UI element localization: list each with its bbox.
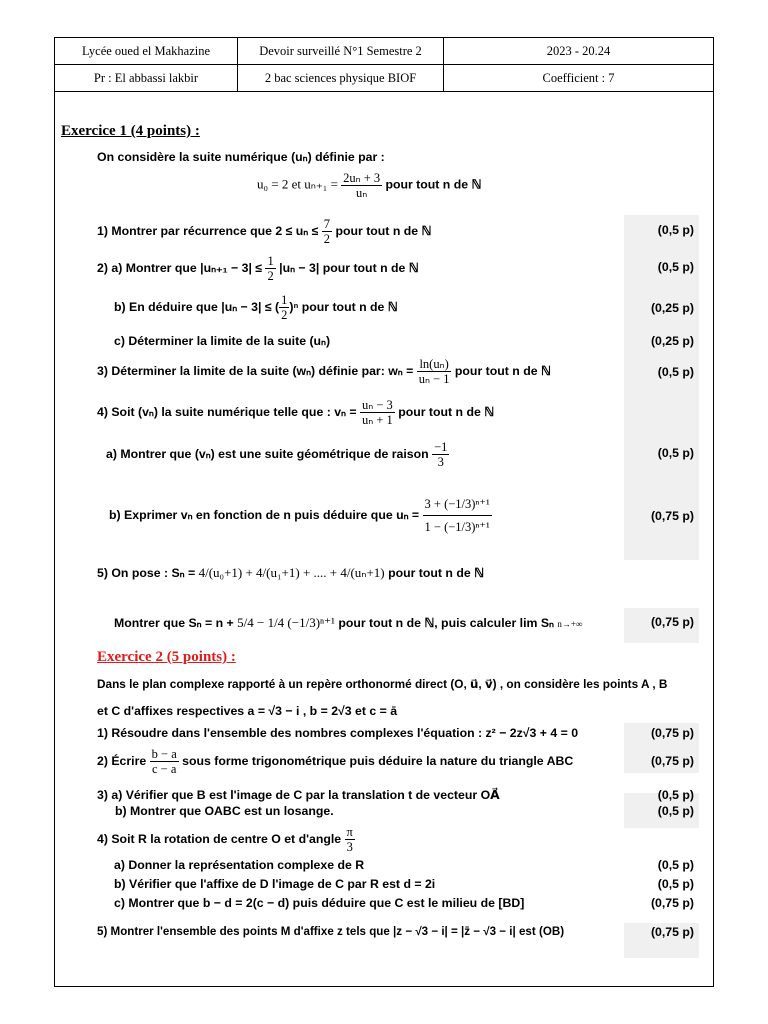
points-ex2-q5: (0,75 p) xyxy=(650,925,694,939)
points-q4b: (0,75 p) xyxy=(650,509,694,523)
ex2-q5: 5) Montrer l'ensemble des points M d'affixe z tels que |z − √3 − i| = |z̄ − √3 − i| est (OB) xyxy=(97,925,565,938)
points-q3: (0,5 p) xyxy=(657,365,694,379)
q4a-fraction xyxy=(432,440,449,469)
denominator: 2 xyxy=(323,232,331,246)
ex2-q4c: c) Montrer que b − d = 2(c − d) puis déduire que C est le milieu de [BD] xyxy=(114,896,525,910)
points-q2b: (0,25 p) xyxy=(650,301,694,315)
ex1-def-u0: u₀ = 2 et uₙ₊₁ = xyxy=(257,176,338,192)
q5b-limit-sub: n→+∞ xyxy=(557,619,583,629)
q4-fraction xyxy=(360,398,395,427)
denominator: uₙ − 1 xyxy=(418,372,450,386)
q4-text: 4) Soit (vₙ) la suite numérique telle que : vₙ = xyxy=(97,404,357,419)
q3-text: 3) Déterminer la limite de la suite (wₙ) définie par: wₙ = xyxy=(97,363,414,378)
numerator: π xyxy=(346,825,353,839)
school-cell: Lycée oued el Makhazine xyxy=(55,38,238,65)
ex2-q2 xyxy=(97,747,573,776)
q2a-tail: |uₙ − 3| pour tout n de ℕ xyxy=(279,260,419,275)
q5-text: 5) On pose : Sₙ = xyxy=(97,566,196,580)
ex1-q1 xyxy=(97,217,431,246)
q2a-fraction xyxy=(265,254,275,283)
exam-content xyxy=(54,113,714,983)
q2b-tail: )ⁿ pour tout n de ℕ xyxy=(289,299,398,314)
q5b-text: Montrer que Sₙ = n + xyxy=(114,616,234,630)
points-q1: (0,5 p) xyxy=(657,223,694,237)
ex2-intro: Dans le plan complexe rapporté à un repère orthonormé direct (O, u⃗, v⃗) , on considère les points A , B xyxy=(97,677,668,691)
denominator: 3 xyxy=(437,455,444,469)
numerator: b − a xyxy=(151,747,177,761)
numerator: 3 + (−1/3)ⁿ⁺¹ xyxy=(423,493,492,516)
q5b-tail: pour tout n de ℕ, puis calculer lim Sₙ xyxy=(338,616,554,630)
ex2-q4a: a) Donner la représentation complexe de R xyxy=(114,858,365,872)
denominator: 2 xyxy=(267,269,274,283)
denominator: c − a xyxy=(151,762,177,776)
exercise-2-title: Exercice 2 (5 points) : xyxy=(97,649,236,665)
ex2-q2-fraction xyxy=(150,747,179,776)
ex1-def-tail: pour tout n de ℕ xyxy=(385,177,482,192)
numerator: 1 xyxy=(281,293,288,307)
ex2-q3a: 3) a) Vérifier que B est l'image de C par la translation t de vecteur OA⃗ xyxy=(97,788,500,802)
q3-tail: pour tout n de ℕ xyxy=(454,363,551,378)
q1-text: 1) Montrer par récurrence que 2 ≤ uₙ ≤ xyxy=(97,223,319,238)
q5-tail: pour tout n de ℕ xyxy=(388,566,484,580)
denominator: uₙ + 1 xyxy=(361,413,393,427)
numerator: 7 xyxy=(323,217,331,231)
points-ex2-q2: (0,75 p) xyxy=(650,754,694,768)
year-cell: 2023 - 20.24 xyxy=(444,38,714,65)
ex2-q4b: b) Vérifier que l'affixe de D l'image de C par R est d = 2i xyxy=(114,877,436,891)
points-q2c: (0,25 p) xyxy=(650,334,694,348)
q1-fraction xyxy=(322,217,332,246)
denominator: 1 − (−1/3)ⁿ⁺¹ xyxy=(424,520,490,534)
numerator: 2uₙ + 3 xyxy=(343,171,381,185)
ex1-q5 xyxy=(97,565,484,581)
q4b-text: b) Exprimer vₙ en fonction de n puis déduire que uₙ = xyxy=(109,507,420,522)
ex1-q3 xyxy=(97,357,551,386)
numerator: uₙ − 3 xyxy=(361,398,393,412)
ex2-q3b: b) Montrer que OABC est un losange. xyxy=(115,804,334,818)
denominator: 3 xyxy=(346,840,353,854)
points-ex2-q4c: (0,75 p) xyxy=(650,896,694,910)
points-q2a: (0,5 p) xyxy=(657,260,694,274)
ex2-q4-text: 4) Soit R la rotation de centre O et d'angle xyxy=(97,831,342,846)
ex2-q2-text: 2) Écrire xyxy=(97,753,147,768)
points-q5: (0,75 p) xyxy=(650,615,694,629)
q4-tail: pour tout n de ℕ xyxy=(398,404,495,419)
q4a-text: a) Montrer que (vₙ) est une suite géométrique de raison xyxy=(106,446,429,461)
ex1-q4b xyxy=(109,493,492,538)
points-ex2-q1: (0,75 p) xyxy=(650,726,694,740)
ex1-def-fraction xyxy=(341,171,382,200)
points-ex2-q3b: (0,5 p) xyxy=(657,804,694,818)
points-ex2-q3a: (0,5 p) xyxy=(657,788,694,802)
points-q4a: (0,5 p) xyxy=(657,446,694,460)
q2b-text: b) En déduire que |uₙ − 3| ≤ ( xyxy=(114,299,280,314)
ex1-q2b xyxy=(114,293,398,322)
q3-fraction xyxy=(417,357,452,386)
q4b-fraction xyxy=(423,493,492,538)
coefficient-cell: Coefficient : 7 xyxy=(444,65,714,92)
numerator: ln(uₙ) xyxy=(417,357,452,372)
denominator: uₙ xyxy=(356,186,368,200)
ex1-q5b xyxy=(114,615,582,631)
q2a-text: 2) a) Montrer que |uₙ₊₁ − 3| ≤ xyxy=(97,260,263,275)
ex1-q4 xyxy=(97,398,494,427)
ex1-definition xyxy=(257,171,481,200)
numerator: 1 xyxy=(267,254,274,268)
ex2-q4-fraction xyxy=(345,825,355,854)
points-ex2-q4a: (0,5 p) xyxy=(657,858,694,872)
q2b-fraction xyxy=(279,293,289,322)
ex1-q4a xyxy=(106,440,449,469)
teacher-cell: Pr : El abbassi lakbir xyxy=(55,65,238,92)
exam-cell: Devoir surveillé N°1 Semestre 2 xyxy=(238,38,444,65)
ex1-q2a xyxy=(97,254,419,283)
ex2-intro2: et C d'affixes respectives a = √3 − i , b = 2√3 et c = ā xyxy=(97,704,398,718)
q5-expression: 4/(u₀+1) + 4/(u₁+1) + .... + 4/(uₙ+1) xyxy=(198,565,385,580)
denominator: 2 xyxy=(281,308,288,322)
exercise-1-title: Exercice 1 (4 points) : xyxy=(61,123,200,139)
class-cell: 2 bac sciences physique BIOF xyxy=(238,65,444,92)
numerator: −1 xyxy=(434,440,448,454)
ex2-q1: 1) Résoudre dans l'ensemble des nombres complexes l'équation : z² − 2z√3 + 4 = 0 xyxy=(97,726,579,740)
q5b-expression: 5/4 − 1/4 (−1/3)ⁿ⁺¹ xyxy=(237,615,335,630)
ex1-q2c: c) Déterminer la limite de la suite (uₙ) xyxy=(114,334,331,348)
header-table xyxy=(54,37,714,92)
ex2-q4 xyxy=(97,825,355,854)
q1-tail: pour tout n de ℕ xyxy=(335,223,432,238)
ex1-intro: On considère la suite numérique (uₙ) définie par : xyxy=(97,150,385,164)
points-ex2-q4b: (0,5 p) xyxy=(657,877,694,891)
ex2-q2-tail: sous forme trigonométrique puis déduire la nature du triangle ABC xyxy=(182,753,574,768)
